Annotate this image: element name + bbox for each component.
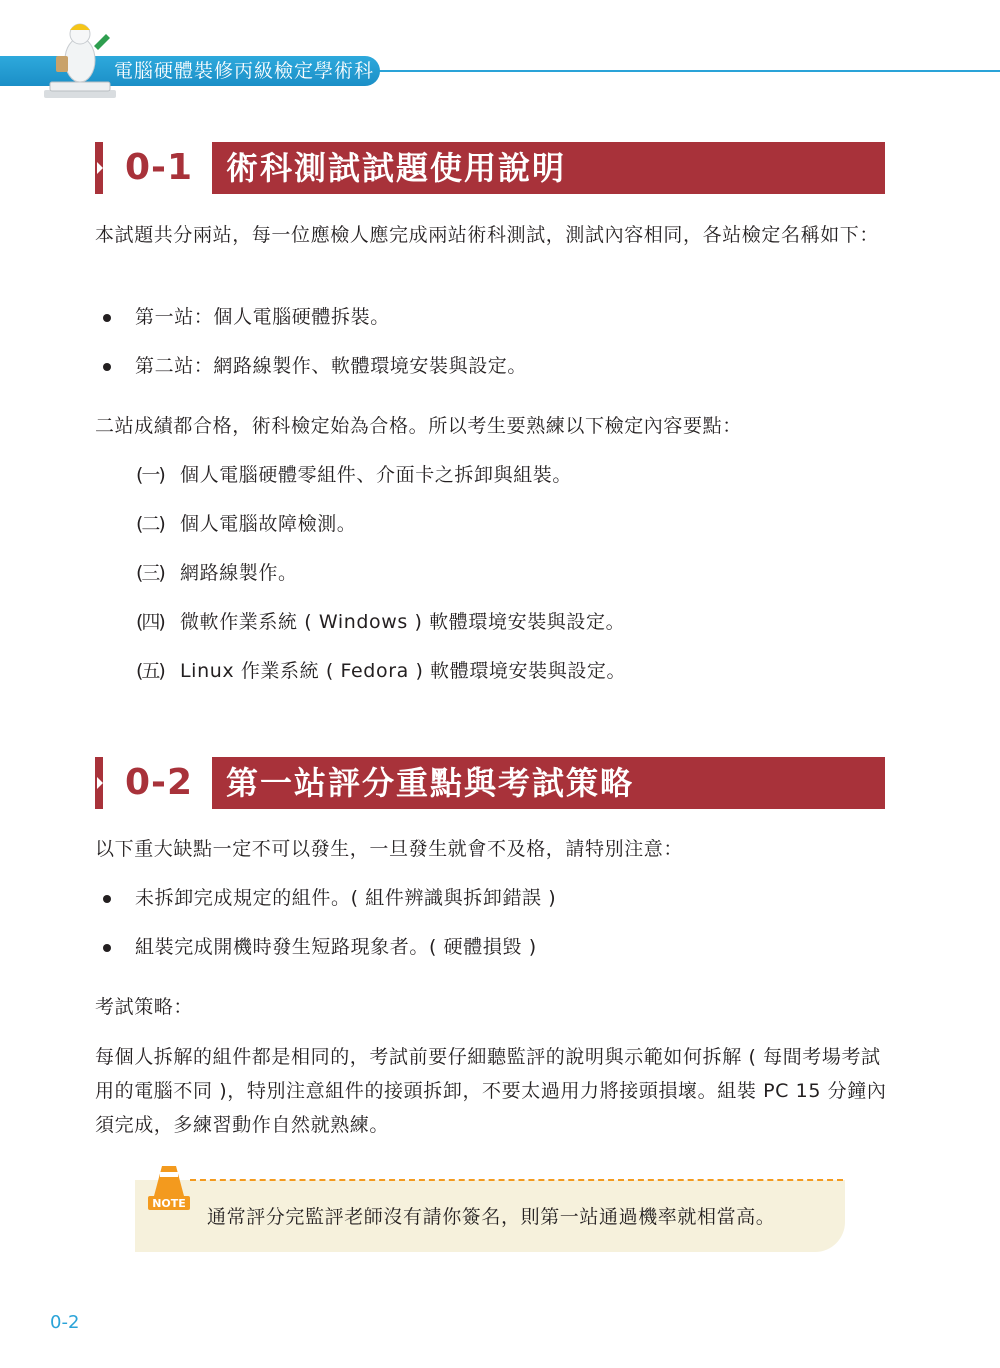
note-text: 通常評分完監評老師沒有請你簽名，則第一站通過機率就相當高。 bbox=[207, 1206, 776, 1228]
section-heading-0-1 bbox=[95, 142, 885, 194]
section-intro: 以下重大缺點一定不可以發生，一旦發生就會不及格，請特別注意： bbox=[95, 838, 684, 860]
item-number: (三) bbox=[136, 562, 164, 584]
book-title: 電腦硬體裝修丙級檢定學術科 bbox=[114, 60, 375, 82]
heading-arrow-icon bbox=[97, 777, 103, 789]
item-text: Linux 作業系統 ( Fedora ) 軟體環境安裝與設定。 bbox=[180, 660, 627, 682]
section-number: 0-2 bbox=[124, 762, 194, 803]
bullet-icon bbox=[103, 314, 111, 322]
item-text: 微軟作業系統 ( Windows ) 軟體環境安裝與設定。 bbox=[180, 611, 626, 633]
bullet-icon bbox=[103, 944, 111, 952]
section-intro: 本試題共分兩站，每一位應檢人應完成兩站術科測試，測試內容相同，各站檢定名稱如下： bbox=[95, 224, 880, 246]
section-summary: 二站成績都合格，術科檢定始為合格。所以考生要熟練以下檢定內容要點： bbox=[95, 415, 742, 437]
section-title: 第一站評分重點與考試策略 bbox=[226, 764, 635, 802]
section-number: 0-1 bbox=[124, 147, 194, 188]
strategy-label: 考試策略： bbox=[95, 996, 194, 1018]
section-title: 術科測試試題使用說明 bbox=[226, 149, 567, 187]
item-number: (一) bbox=[136, 464, 164, 486]
item-number: (五) bbox=[136, 660, 164, 682]
traffic-cone-note-icon bbox=[144, 1162, 194, 1212]
header-rule bbox=[370, 70, 1000, 72]
item-number: (四) bbox=[136, 611, 164, 633]
strategy-text: 每個人拆解的組件都是相同的，考試前要仔細聽監評的說明與示範如何拆解 ( 每間考場考試用的電腦不同 )，特別注意組件的接頭拆卸，不要太過用力將接頭損壞。組裝 PC 15 分鐘內須完成，多練習動作自然就熟練。 bbox=[95, 1046, 887, 1136]
bullet-icon bbox=[103, 895, 111, 903]
section-title-box bbox=[212, 142, 885, 194]
heading-arrow-icon bbox=[97, 162, 103, 174]
section-title-box bbox=[212, 757, 885, 809]
technician-mascot-icon bbox=[40, 16, 120, 102]
item-number: (二) bbox=[136, 513, 164, 535]
item-text: 個人電腦故障檢測。 bbox=[180, 513, 357, 535]
section-heading-0-2 bbox=[95, 757, 885, 809]
note-divider bbox=[190, 1179, 843, 1181]
item-text: 網路線製作。 bbox=[180, 562, 298, 584]
item-text: 個人電腦硬體零組件、介面卡之拆卸與組裝。 bbox=[180, 464, 573, 486]
note-badge: NOTE bbox=[152, 1197, 186, 1210]
page-number: 0-2 bbox=[50, 1312, 80, 1333]
bullet-icon bbox=[103, 363, 111, 371]
